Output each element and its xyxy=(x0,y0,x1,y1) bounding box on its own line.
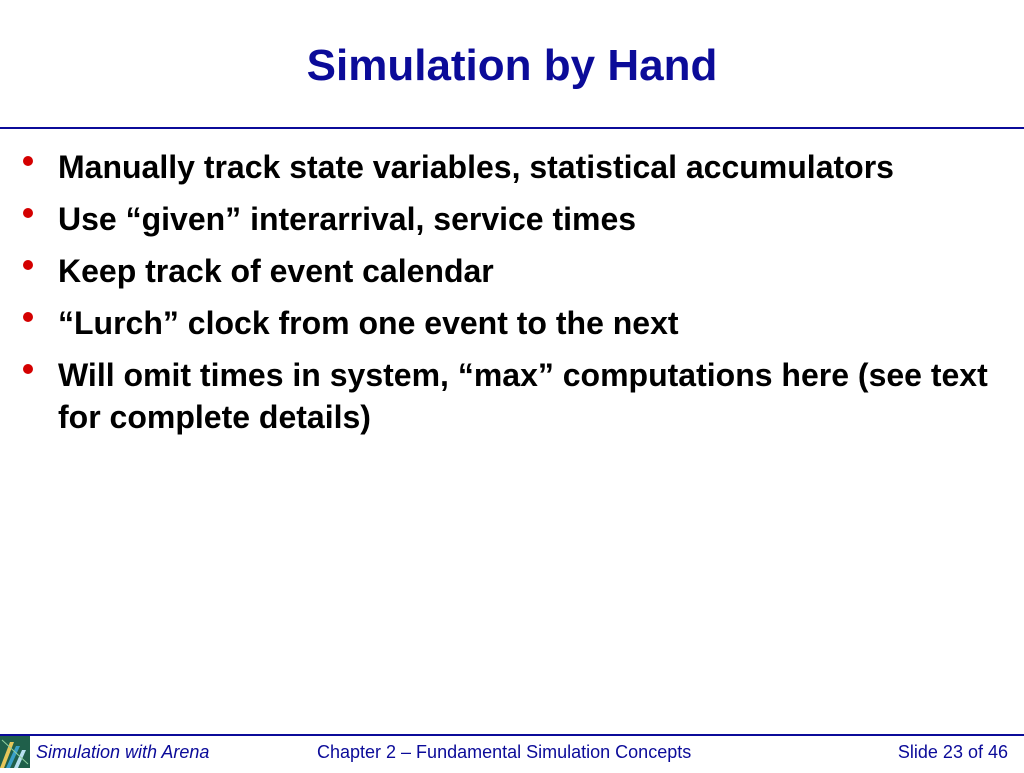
bullet-dot-icon xyxy=(23,260,33,270)
bullet-dot-icon xyxy=(23,208,33,218)
bullet-item xyxy=(0,198,1000,240)
arena-logo-icon xyxy=(0,736,30,768)
bullet-dot-icon xyxy=(23,156,33,166)
footer-divider xyxy=(0,734,1024,736)
footer-course-title: Simulation with Arena xyxy=(36,742,210,762)
bullet-item xyxy=(0,302,1000,344)
bullet-item xyxy=(0,354,1000,438)
bullet-text: Manually track state variables, statistical accumulators xyxy=(58,149,894,185)
bullet-item xyxy=(0,146,1000,188)
title-divider xyxy=(0,127,1024,129)
footer-slide-number: Slide 23 of 46 xyxy=(897,742,1008,762)
bullet-text: Use “given” interarrival, service times xyxy=(58,201,637,237)
bullet-item xyxy=(0,250,1000,292)
slide-title: Simulation by Hand xyxy=(306,41,718,90)
bullet-text: “Lurch” clock from one event to the next xyxy=(58,305,679,341)
bullet-dot-icon xyxy=(23,312,33,322)
bullet-text: Will omit times in system, “max” computations here (see text for complete details) xyxy=(58,357,988,435)
bullet-list xyxy=(0,146,1000,448)
footer-chapter: Chapter 2 – Fundamental Simulation Concepts xyxy=(317,742,692,762)
bullet-dot-icon xyxy=(23,364,33,374)
bullet-text: Keep track of event calendar xyxy=(58,253,494,289)
